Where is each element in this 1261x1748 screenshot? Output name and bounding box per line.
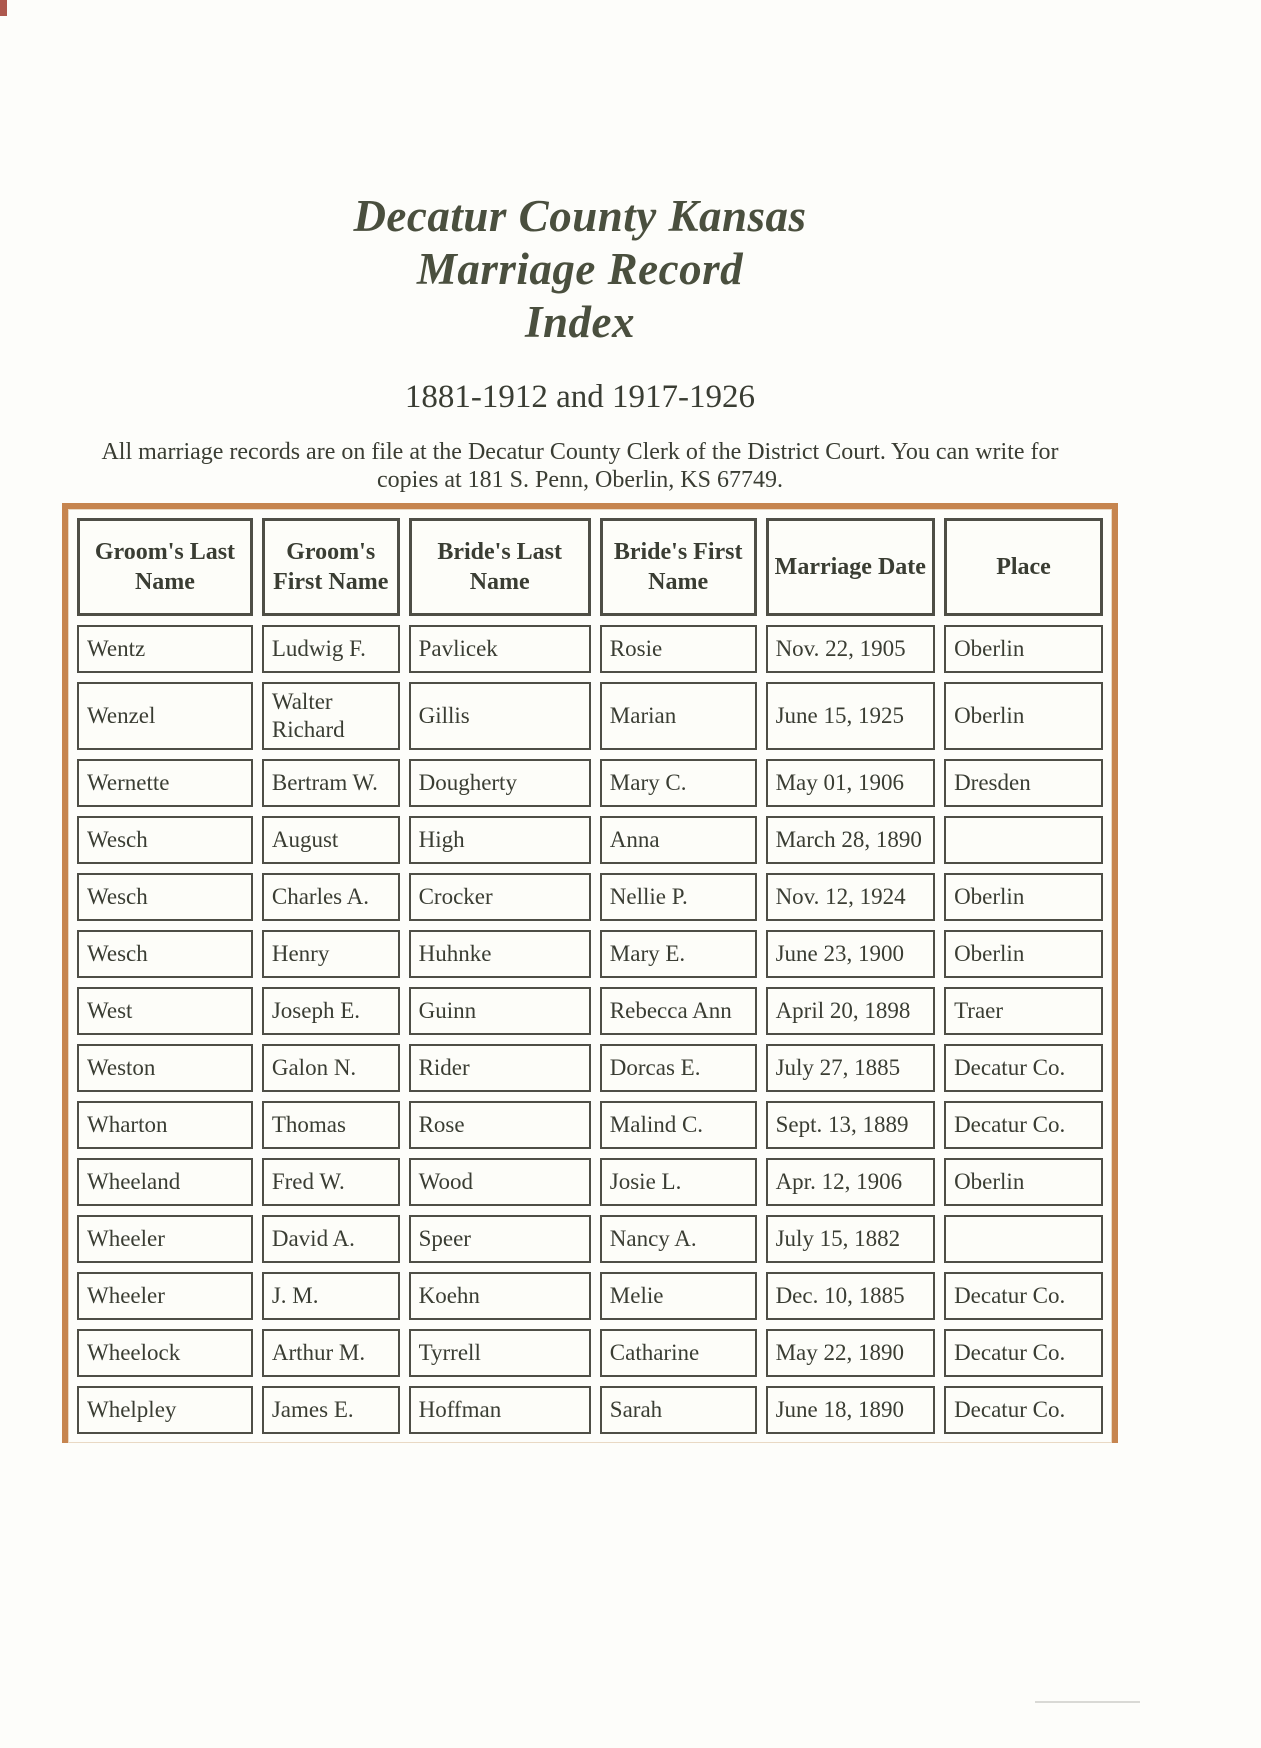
table-row <box>77 759 1103 807</box>
table-row <box>77 625 1103 673</box>
title-line-1: Decatur County Kansas <box>353 191 807 241</box>
records-note-line-1: All marriage records are on file at the Decatur County Clerk of the District Court. You can write for <box>101 439 1059 465</box>
title-line-3: Index <box>524 297 635 347</box>
table-cell: Traer <box>944 987 1103 1035</box>
table-cell: Wharton <box>77 1101 253 1149</box>
table-cell: Wood <box>409 1158 591 1206</box>
table-row <box>77 873 1103 921</box>
table-cell: Speer <box>409 1215 591 1263</box>
table-cell: Dougherty <box>409 759 591 807</box>
table-cell: Arthur M. <box>262 1329 400 1377</box>
table-cell: Malind C. <box>600 1101 757 1149</box>
table-cell: Oberlin <box>944 873 1103 921</box>
table-cell: Wentz <box>77 625 253 673</box>
table-cell: West <box>77 987 253 1035</box>
table-cell: June 23, 1900 <box>766 930 936 978</box>
table-cell: Ludwig F. <box>262 625 400 673</box>
table-cell: Decatur Co. <box>944 1101 1103 1149</box>
table-cell: Walter Richard <box>262 682 400 750</box>
column-header: Groom's Last Name <box>77 518 253 616</box>
table-row <box>77 682 1103 750</box>
table-row <box>77 1215 1103 1263</box>
date-range-subtitle: 1881-1912 and 1917-1926 <box>404 379 756 415</box>
table-cell: Rider <box>409 1044 591 1092</box>
marriage-index-table <box>68 509 1112 1443</box>
table-cell: Nov. 12, 1924 <box>766 873 936 921</box>
table-cell: J. M. <box>262 1272 400 1320</box>
table-cell: Josie L. <box>600 1158 757 1206</box>
table-cell: Wesch <box>77 816 253 864</box>
table-cell: Bertram W. <box>262 759 400 807</box>
title-line-2: Marriage Record <box>416 244 744 294</box>
table-cell: Decatur Co. <box>944 1386 1103 1434</box>
table-cell: April 20, 1898 <box>766 987 936 1035</box>
table-cell: Wheeler <box>77 1272 253 1320</box>
table-cell: David A. <box>262 1215 400 1263</box>
table-cell: Catharine <box>600 1329 757 1377</box>
table-cell: Nellie P. <box>600 873 757 921</box>
table-cell: Whelpley <box>77 1386 253 1434</box>
table-cell: Wenzel <box>77 682 253 750</box>
table-frame <box>62 503 1118 1443</box>
table-cell: Crocker <box>409 873 591 921</box>
table-cell: Oberlin <box>944 1158 1103 1206</box>
column-header: Place <box>944 518 1103 616</box>
table-cell: Apr. 12, 1906 <box>766 1158 936 1206</box>
table-row <box>77 816 1103 864</box>
table-cell: High <box>409 816 591 864</box>
table-cell: Nancy A. <box>600 1215 757 1263</box>
table-cell: August <box>262 816 400 864</box>
table-cell: Sarah <box>600 1386 757 1434</box>
table-cell: Wheeland <box>77 1158 253 1206</box>
table-cell: Guinn <box>409 987 591 1035</box>
table-cell: Koehn <box>409 1272 591 1320</box>
table-row <box>77 1101 1103 1149</box>
table-cell: Wheelock <box>77 1329 253 1377</box>
table-cell: Marian <box>600 682 757 750</box>
table-row <box>77 1386 1103 1434</box>
scan-artifact-line <box>1035 1701 1140 1703</box>
table-cell: June 18, 1890 <box>766 1386 936 1434</box>
table-cell: Joseph E. <box>262 987 400 1035</box>
table-header <box>77 518 1103 616</box>
table-cell: Anna <box>600 816 757 864</box>
table-cell: July 15, 1882 <box>766 1215 936 1263</box>
table-cell: Sept. 13, 1889 <box>766 1101 936 1149</box>
table-cell: Charles A. <box>262 873 400 921</box>
table-cell: May 01, 1906 <box>766 759 936 807</box>
records-note <box>0 438 1160 494</box>
column-header: Marriage Date <box>766 518 936 616</box>
table-cell: Rose <box>409 1101 591 1149</box>
table-cell: James E. <box>262 1386 400 1434</box>
table-cell: July 27, 1885 <box>766 1044 936 1092</box>
table-cell: Weston <box>77 1044 253 1092</box>
table-row <box>77 987 1103 1035</box>
table-cell: June 15, 1925 <box>766 682 936 750</box>
table-cell: Hoffman <box>409 1386 591 1434</box>
table-cell: Pavlicek <box>409 625 591 673</box>
table-cell: Gillis <box>409 682 591 750</box>
table-cell: Wesch <box>77 873 253 921</box>
table-cell: Wesch <box>77 930 253 978</box>
column-header: Bride's Last Name <box>409 518 591 616</box>
table-cell: Mary E. <box>600 930 757 978</box>
table-row <box>77 1272 1103 1320</box>
table-cell: Dorcas E. <box>600 1044 757 1092</box>
table-cell: Rebecca Ann <box>600 987 757 1035</box>
column-header: Bride's First Name <box>600 518 757 616</box>
table-cell: Nov. 22, 1905 <box>766 625 936 673</box>
column-header: Groom's First Name <box>262 518 400 616</box>
records-note-line-2: copies at 181 S. Penn, Oberlin, KS 67749. <box>377 467 783 493</box>
scan-artifact-red-mark <box>0 0 7 16</box>
table-cell: Decatur Co. <box>944 1329 1103 1377</box>
table-row <box>77 930 1103 978</box>
page-title <box>0 0 1160 349</box>
table-row <box>77 1158 1103 1206</box>
table-row <box>77 1044 1103 1092</box>
table-cell: Oberlin <box>944 930 1103 978</box>
table-cell: Oberlin <box>944 682 1103 750</box>
table-cell: Dresden <box>944 759 1103 807</box>
table-row <box>77 1329 1103 1377</box>
table-cell: Huhnke <box>409 930 591 978</box>
table-cell: Wheeler <box>77 1215 253 1263</box>
table-cell: Decatur Co. <box>944 1272 1103 1320</box>
table-cell: Decatur Co. <box>944 1044 1103 1092</box>
table-cell: Wernette <box>77 759 253 807</box>
table-cell: Rosie <box>600 625 757 673</box>
table-cell: Dec. 10, 1885 <box>766 1272 936 1320</box>
table-body <box>77 625 1103 1434</box>
table-cell: Oberlin <box>944 625 1103 673</box>
table-cell: March 28, 1890 <box>766 816 936 864</box>
table-cell: May 22, 1890 <box>766 1329 936 1377</box>
table-cell: Tyrrell <box>409 1329 591 1377</box>
table-cell <box>944 816 1103 864</box>
table-cell: Melie <box>600 1272 757 1320</box>
table-cell: Henry <box>262 930 400 978</box>
table-cell <box>944 1215 1103 1263</box>
header-row <box>77 518 1103 616</box>
table-cell: Galon N. <box>262 1044 400 1092</box>
table-cell: Fred W. <box>262 1158 400 1206</box>
table-cell: Thomas <box>262 1101 400 1149</box>
table-cell: Mary C. <box>600 759 757 807</box>
